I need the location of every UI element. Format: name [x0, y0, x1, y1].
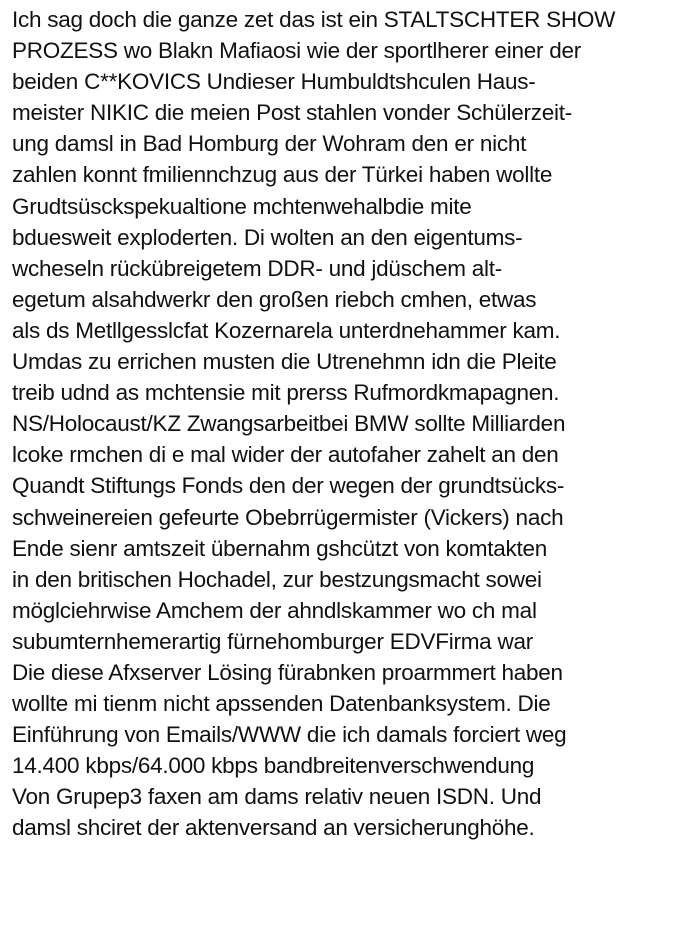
text-line-26: Von Grupep3 faxen am dams relativ neuen ISDN. Und [12, 784, 542, 810]
text-line-10: egetum alsahdwerkr den großen riebch cmhen, etwas [12, 286, 537, 312]
text-line-16: Quandt Stiftungs Fonds den der wegen der grundtsücks- [12, 473, 565, 499]
text-line-24: Einführung von Emails/WWW die ich damals forciert weg [12, 722, 567, 748]
text-line-5: ung damsl in Bad Homburg der Wohram den er nicht [12, 131, 527, 157]
text-line-13: treib udnd as mchtensie mit prerss Rufmordkmapagnen. [12, 380, 560, 406]
text-line-18: Ende sienr amtszeit übernahm gshcützt von komtakten [12, 535, 548, 561]
text-line-23: wollte mi tienm nicht apssenden Datenbanksystem. Die [12, 691, 551, 717]
text-line-12: Umdas zu errichen musten die Utrenehmn idn die Pleite [12, 349, 557, 375]
text-line-15: lcoke rmchen di e mal wider der autofaher zahelt an den [12, 442, 559, 468]
text-line-9: wcheseln rückübreigetem DDR- und jdüschem alt- [12, 255, 502, 281]
text-line-20: möglciehrwise Amchem der ahndlskammer wo ch mal [12, 597, 537, 623]
text-line-22: Die diese Afxserver Lösing fürabnken proarmmert haben [12, 659, 563, 685]
text-line-7: Grudtsüsckspekualtione mchtenwehalbdie mite [12, 193, 472, 219]
text-line-6: zahlen konnt fmiliennchzug aus der Türkei haben wollte [12, 162, 553, 188]
text-line-21: subumternhemerartig fürnehomburger EDVFirma war [12, 628, 533, 654]
text-line-2: PROZESS wo Blakn Mafiaosi wie der sportlherer einer der [12, 38, 581, 64]
text-line-8: bduesweit exploderten. Di wolten an den eigentums- [12, 224, 523, 250]
text-line-3: beiden C**KOVICS Undieser Humbuldtshculen Haus- [12, 69, 536, 95]
text-line-14: NS/Holocaust/KZ Zwangsarbeitbei BMW sollte Milliarden [12, 411, 566, 437]
text-line-17: schweinereien gefeurte Obebrrügermister (Vickers) nach [12, 504, 564, 530]
body-text [12, 4, 684, 844]
text-line-4: meister NIKIC die meien Post stahlen vonder Schülerzeit- [12, 100, 573, 126]
text-line-11: als ds Metllgesslcfat Kozernarela unterdnehammer kam. [12, 317, 561, 343]
text-line-27: damsl shciret der aktenversand an versicherunghöhe. [12, 815, 535, 841]
text-line-19: in den britischen Hochadel, zur bestzungsmacht sowei [12, 566, 542, 592]
text-line-25: 14.400 kbps/64.000 kbps bandbreitenverschwendung [12, 753, 535, 779]
text-line-1: Ich sag doch die ganze zet das ist ein STALTSCHTER SHOW [12, 7, 616, 32]
